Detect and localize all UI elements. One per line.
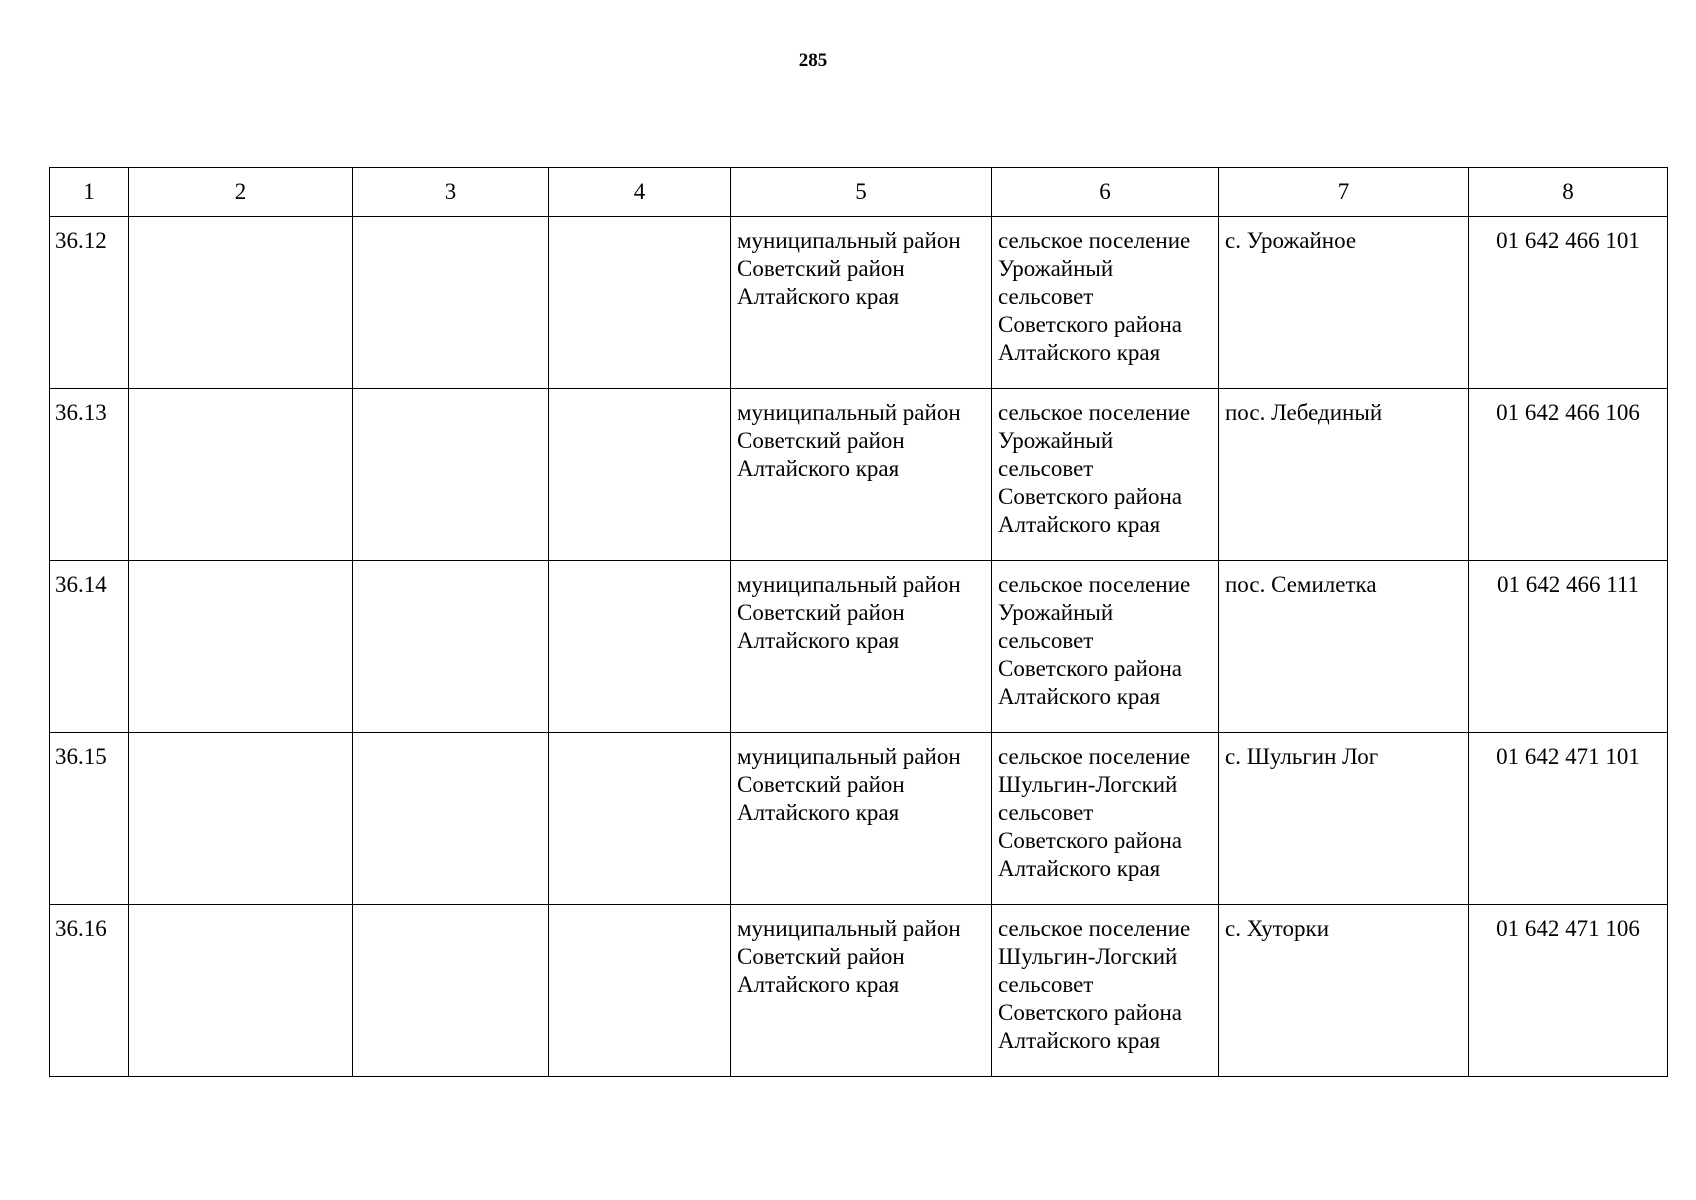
locality-cell: с. Хуторки (1219, 905, 1469, 1077)
table-row (50, 217, 1668, 389)
row-number: 36.16 (50, 905, 129, 1077)
municipal-district-cell: муниципальный район Советский район Алтайского края (731, 389, 992, 561)
row-number: 36.15 (50, 733, 129, 905)
page-number: 285 (798, 50, 828, 71)
municipal-district-cell: муниципальный район Советский район Алтайского края (731, 733, 992, 905)
header-col-7: 7 (1219, 168, 1469, 217)
code-cell: 01 642 466 111 (1469, 561, 1668, 733)
cell-col-2 (129, 905, 353, 1077)
cell-col-3 (353, 217, 549, 389)
row-number: 36.13 (50, 389, 129, 561)
register-table (49, 167, 1668, 1077)
code-cell: 01 642 466 101 (1469, 217, 1668, 389)
table-row (50, 733, 1668, 905)
cell-col-4 (549, 217, 731, 389)
settlement-cell: сельское поселение Шульгин-Логский сельсовет Советского района Алтайского края (992, 733, 1219, 905)
header-col-5: 5 (731, 168, 992, 217)
cell-col-4 (549, 561, 731, 733)
locality-cell: пос. Семилетка (1219, 561, 1469, 733)
municipal-district-cell: муниципальный район Советский район Алтайского края (731, 905, 992, 1077)
row-number: 36.14 (50, 561, 129, 733)
cell-col-2 (129, 561, 353, 733)
cell-col-3 (353, 905, 549, 1077)
cell-col-2 (129, 733, 353, 905)
municipal-district-cell: муниципальный район Советский район Алтайского края (731, 217, 992, 389)
table-row (50, 905, 1668, 1077)
settlement-cell: сельское поселение Урожайный сельсовет Советского района Алтайского края (992, 561, 1219, 733)
header-col-8: 8 (1469, 168, 1668, 217)
settlement-cell: сельское поселение Шульгин-Логский сельсовет Советского района Алтайского края (992, 905, 1219, 1077)
header-col-3: 3 (353, 168, 549, 217)
cell-col-4 (549, 905, 731, 1077)
header-col-6: 6 (992, 168, 1219, 217)
locality-cell: с. Шульгин Лог (1219, 733, 1469, 905)
cell-col-2 (129, 389, 353, 561)
code-cell: 01 642 466 106 (1469, 389, 1668, 561)
table-row (50, 561, 1668, 733)
cell-col-3 (353, 733, 549, 905)
code-cell: 01 642 471 101 (1469, 733, 1668, 905)
locality-cell: пос. Лебединый (1219, 389, 1469, 561)
header-row (50, 168, 1668, 217)
cell-col-3 (353, 389, 549, 561)
header-col-2: 2 (129, 168, 353, 217)
locality-cell: с. Урожайное (1219, 217, 1469, 389)
header-col-4: 4 (549, 168, 731, 217)
cell-col-4 (549, 733, 731, 905)
table-row (50, 389, 1668, 561)
cell-col-3 (353, 561, 549, 733)
header-col-1: 1 (50, 168, 129, 217)
settlement-cell: сельское поселение Урожайный сельсовет Советского района Алтайского края (992, 217, 1219, 389)
row-number: 36.12 (50, 217, 129, 389)
cell-col-4 (549, 389, 731, 561)
code-cell: 01 642 471 106 (1469, 905, 1668, 1077)
settlement-cell: сельское поселение Урожайный сельсовет Советского района Алтайского края (992, 389, 1219, 561)
cell-col-2 (129, 217, 353, 389)
municipal-district-cell: муниципальный район Советский район Алтайского края (731, 561, 992, 733)
